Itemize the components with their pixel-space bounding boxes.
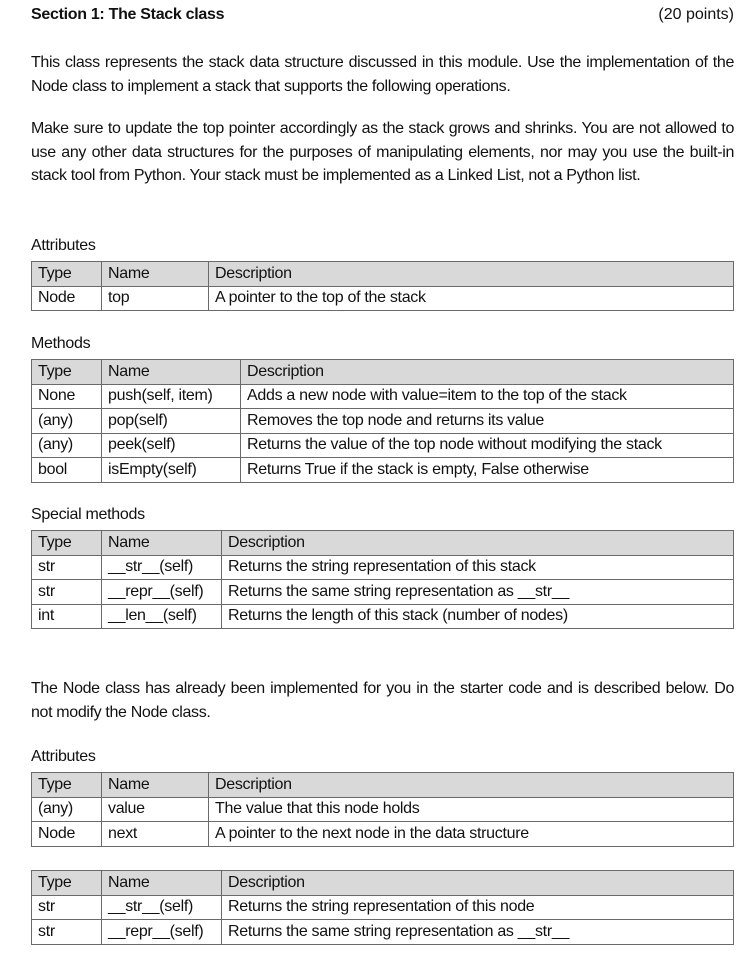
header-name: Name [102, 360, 241, 385]
table-header-row [32, 262, 734, 287]
table-row [32, 580, 734, 605]
table-row [32, 433, 734, 458]
cell-description: Returns the length of this stack (number of nodes) [222, 604, 734, 629]
cell-name: peek(self) [102, 433, 241, 458]
header-type: Type [32, 360, 102, 385]
cell-type: int [32, 604, 102, 629]
header-name: Name [102, 773, 209, 798]
cell-type: (any) [32, 797, 102, 822]
header-name: Name [102, 531, 222, 556]
cell-name: __str__(self) [102, 555, 222, 580]
cell-name: pop(self) [102, 409, 241, 434]
cell-description: Returns the value of the top node without modifying the stack [241, 433, 734, 458]
cell-type: str [32, 895, 102, 920]
cell-name: __repr__(self) [102, 580, 222, 605]
header-description: Description [241, 360, 734, 385]
cell-description: Removes the top node and returns its value [241, 409, 734, 434]
cell-type: (any) [32, 433, 102, 458]
cell-description: Returns True if the stack is empty, False otherwise [241, 458, 734, 483]
cell-type: Node [32, 822, 102, 847]
section-title: Section 1: The Stack class [31, 6, 225, 23]
cell-description: Returns the same string representation as __str__ [222, 920, 734, 945]
node-attributes-label: Attributes [31, 748, 96, 765]
cell-name: __len__(self) [102, 604, 222, 629]
table-header-row [32, 531, 734, 556]
table-row [32, 555, 734, 580]
header-type: Type [32, 262, 102, 287]
cell-name: __repr__(self) [102, 920, 222, 945]
cell-name: push(self, item) [102, 384, 241, 409]
header-type: Type [32, 531, 102, 556]
stack-methods-label: Methods [31, 335, 91, 352]
table-header-row [32, 360, 734, 385]
cell-description: A pointer to the next node in the data structure [209, 822, 734, 847]
table-header-row [32, 773, 734, 798]
header-description: Description [209, 773, 734, 798]
table-row [32, 822, 734, 847]
rules-paragraph: Make sure to update the top pointer accordingly as the stack grows and shrinks. You are not allowed to use any other data structures for the purposes of manipulating elements, nor may you use the built-in stack tool from Python. Your stack must be implemented as a Linked List, not a Python list. [31, 120, 734, 184]
header-type: Type [32, 871, 102, 896]
intro-paragraph: This class represents the stack data structure discussed in this module. Use the implementation of the Node class to implement a stack that supports the following operations. [31, 54, 734, 95]
stack-attributes-table [31, 261, 734, 311]
table-row [32, 384, 734, 409]
table-header-row [32, 871, 734, 896]
cell-name: value [102, 797, 209, 822]
cell-description: Returns the string representation of this node [222, 895, 734, 920]
cell-type: str [32, 555, 102, 580]
cell-type: (any) [32, 409, 102, 434]
header-description: Description [222, 871, 734, 896]
stack-special-methods-label: Special methods [31, 506, 145, 523]
node-special-methods-table [31, 870, 734, 945]
cell-type: str [32, 920, 102, 945]
node-paragraph: The Node class has already been implemented for you in the starter code and is described below. Do not modify the Node class. [31, 680, 734, 721]
header-description: Description [222, 531, 734, 556]
cell-type: str [32, 580, 102, 605]
header-description: Description [209, 262, 734, 287]
table-row [32, 409, 734, 434]
header-name: Name [102, 262, 209, 287]
cell-type: Node [32, 286, 102, 311]
table-row [32, 604, 734, 629]
cell-description: Returns the same string representation as __str__ [222, 580, 734, 605]
section-header [31, 6, 734, 28]
table-row [32, 895, 734, 920]
cell-description: Adds a new node with value=item to the top of the stack [241, 384, 734, 409]
cell-name: __str__(self) [102, 895, 222, 920]
stack-methods-table [31, 359, 734, 483]
stack-special-methods-table [31, 530, 734, 629]
cell-type: None [32, 384, 102, 409]
header-type: Type [32, 773, 102, 798]
cell-name: isEmpty(self) [102, 458, 241, 483]
cell-name: top [102, 286, 209, 311]
section-points: (20 points) [658, 6, 734, 23]
cell-description: A pointer to the top of the stack [209, 286, 734, 311]
cell-description: Returns the string representation of this stack [222, 555, 734, 580]
table-row [32, 920, 734, 945]
cell-description: The value that this node holds [209, 797, 734, 822]
node-attributes-table [31, 772, 734, 847]
table-row [32, 797, 734, 822]
stack-attributes-label: Attributes [31, 237, 96, 254]
table-row [32, 458, 734, 483]
header-name: Name [102, 871, 222, 896]
cell-name: next [102, 822, 209, 847]
table-row [32, 286, 734, 311]
cell-type: bool [32, 458, 102, 483]
